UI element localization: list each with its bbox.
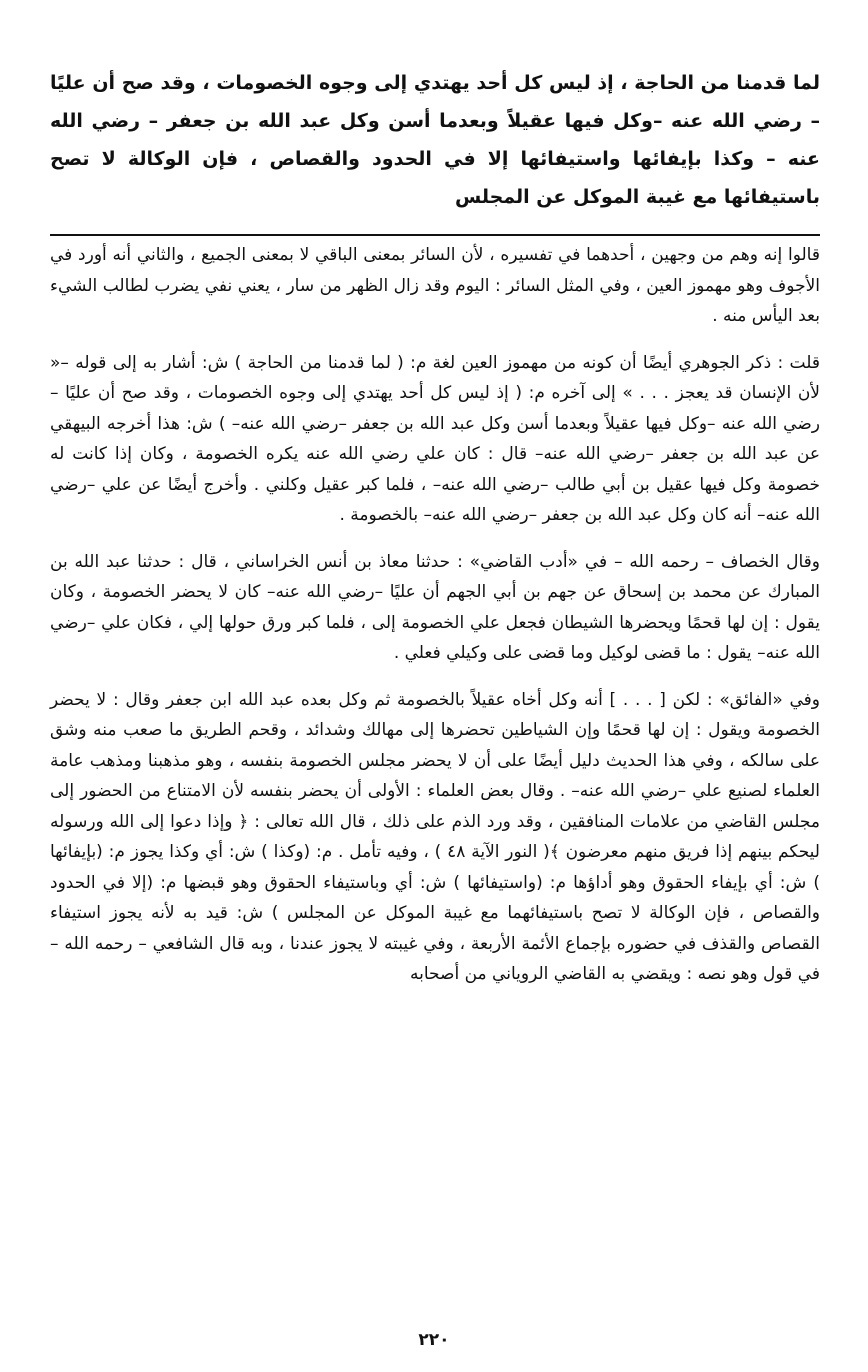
main-text-block: لما قدمنا من الحاجة ، إذ ليس كل أحد يهتدي إلى وجوه الخصومات ، وقد صح أن عليًا – رضي الله عنه –وكل فيها عقيلاً وبعدما أسن وكل عبد الله بن جعفر – رضي الله عنه – وكذا بإيفائها واستيفائها إلا في الحدود والقصاص ، فإن الوكالة لا تصح باستيفائها مع غيبة الموكل عن المجلس (50, 72, 820, 208)
footnote-divider (50, 234, 820, 236)
page-number: ٢٢٠ (418, 1330, 450, 1350)
commentary-section (50, 240, 820, 990)
commentary-paragraph-2: قلت : ذكر الجوهري أيضًا أن كونه من مهموز العين لغة م: ( لما قدمنا من الحاجة ) ش: أشار به إلى قوله –« لأن الإنسان قد يعجز . . . » إلى آخره م: ( إذ ليس كل أحد يهتدي إلى وجوه الخصومات ، وقد صح أن عليًا –رضي الله عنه –وكل فيها عقيلاً وبعدما أسن وكل عبد الله بن جعفر –رضي الله عنه– ) ش: هذا أخرجه البيهقي عن عبد الله بن جعفر –رضي الله عنه– قال : كان علي رضي الله عنه يكره الخصومة ، وكان إذا كانت له خصومة وكل فيها عقيل بن أبي طالب –رضي الله عنه– ، فلما كبر عقيل وكلني . وأخرج أيضًا عن علي –رضي الله عنه– أنه كان وكل عبد الله بن جعفر –رضي الله عنه– بالخصومة . (50, 352, 820, 525)
commentary-paragraph-1: قالوا إنه وهم من وجهين ، أحدهما في تفسيره ، لأن السائر بمعنى الباقي لا بمعنى الجميع ، والثاني أنه أورد في الأجوف وهو مهموز العين ، وفي المثل السائر : اليوم وقد زال الظهر من سار ، يعني نفي يضرب لطالب الشيء بعد اليأس منه . (50, 245, 820, 326)
commentary-paragraph-3: وقال الخصاف – رحمه الله – في «أدب القاضي» : حدثنا معاذ بن أنس الخراساني ، قال : حدثنا عبد الله بن المبارك عن محمد بن إسحاق عن جهم بن أبي الجهم أن عليًا –رضي الله عنه– كان لا يحضر الخصومة ، وكان يقول : إن لها قحمًا ويحضرها الشيطان فجعل علي الخصومة إلى ، فلما كبر ورق حولها إلي ، فكان علي –رضي الله عنه– يقول : ما قضى لوكيل وما قضى على وكيلي فعلي . (50, 551, 820, 663)
commentary-paragraph-4: وفي «الفائق» : لكن [ . . . ] أنه وكل أخاه عقيلاً بالخصومة ثم وكل بعده عبد الله ابن جعفر وقال : لا يحضر الخصومة ويقول : إن لها قحمًا وإن الشياطين تحضرها إلى مهالك وشدائد ، وقحم الطريق ما صعب منه وشق على سالكه ، وفي هذا الحديث دليل أيضًا على أن لا يحضر مجلس الخصومة بنفسه ، وهو مذهبنا ومذهب عامة العلماء لصنيع علي –رضي الله عنه– . وقال بعض العلماء : الأولى أن يحضر بنفسه لأن الامتناع من الحضور إلى مجلس القاضي من علامات المنافقين ، وقد ورد الذم على ذلك ، قال الله تعالى : ﴿ وإذا دعوا إلى الله ورسوله ليحكم بينهم إذا فريق منهم معرضون ﴾( النور الآية ٤٨ ) ، وفيه تأمل . م: (وكذا ) ش: أي وكذا يجوز م: (بإيفائها ) ش: أي بإيفاء الحقوق وهو أداؤها م: (واستيفائها ) ش: أي وباستيفاء الحقوق وهو قبضها م: (إلا في الحدود والقصاص ، فإن الوكالة لا تصح باستيفائهما مع غيبة الموكل عن المجلس ) ش: قيد به لأنه يجوز استيفاء القصاص والقذف في حضوره بإجماع الأئمة الأربعة ، وفي غيبته لا يجوز عندنا ، وبه قال الشافعي – رحمه الله – في قول وهو نصه : ويقضي به القاضي الروياني من أصحابه (50, 689, 820, 984)
page-content (50, 64, 820, 990)
